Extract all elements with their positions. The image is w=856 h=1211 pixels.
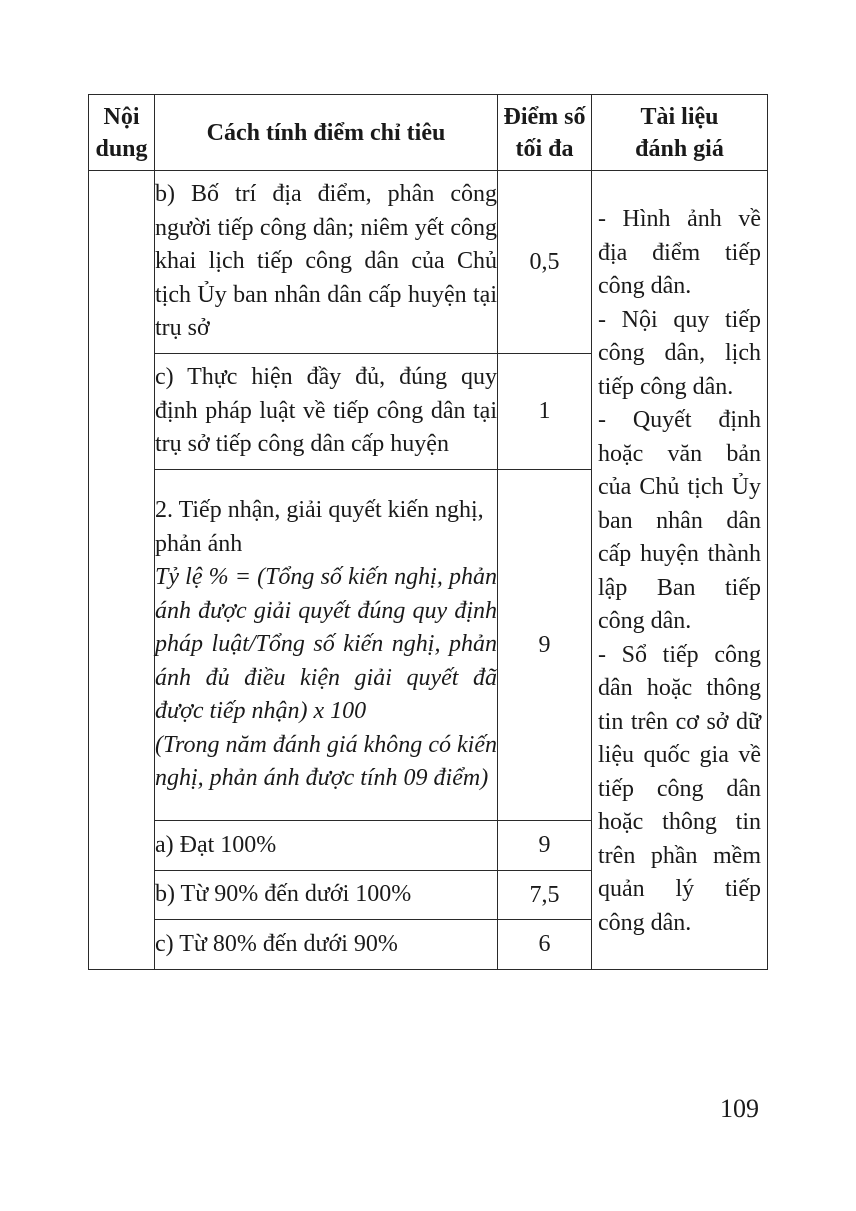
- evaluation-documents: [592, 171, 768, 970]
- criteria-table: [88, 94, 768, 970]
- header-cach-tinh: Cách tính điểm chỉ tiêu: [155, 95, 498, 171]
- criteria-text: a) Đạt 100%: [155, 821, 498, 871]
- noi-dung-cell: [89, 171, 155, 970]
- header-noi-dung: Nội dung: [89, 95, 155, 171]
- header-row: [89, 95, 768, 171]
- header-diem-so: Điểm số tối đa: [498, 95, 592, 171]
- max-score: 1: [498, 354, 592, 470]
- criteria-text: [155, 470, 498, 821]
- criteria-title: 2. Tiếp nhận, giải quyết kiến nghị, phản ánh: [155, 497, 484, 557]
- criteria-text: b) Bố trí địa điểm, phân công người tiếp công dân; niêm yết công khai lịch tiếp công dân của Chủ tịch Ủy ban nhân dân cấp huyện tại trụ sở: [155, 171, 498, 354]
- evaluation-item: - Hình ảnh về địa điểm tiếp công dân.: [598, 206, 761, 299]
- criteria-note: (Trong năm đánh giá không có kiến nghị, phản ánh được tính 09 điểm): [155, 731, 497, 792]
- evaluation-item: - Sổ tiếp công dân hoặc thông tin trên cơ sở dữ liệu quốc gia về tiếp công dân hoặc thông tin trên phần mềm quản lý tiếp công dân.: [598, 641, 761, 936]
- evaluation-item: - Quyết định hoặc văn bản của Chủ tịch Ủy ban nhân dân cấp huyện thành lập Ban tiếp công dân.: [598, 407, 761, 634]
- criteria-text: c) Từ 80% đến dưới 90%: [155, 920, 498, 970]
- criteria-formula: Tỷ lệ % = (Tổng số kiến nghị, phản ánh được giải quyết đúng quy định pháp luật/Tổng số kiến nghị, phản ánh đủ điều kiện giải quyết đã được tiếp nhận) x 100: [155, 564, 497, 725]
- evaluation-item: - Nội quy tiếp công dân, lịch tiếp công dân.: [598, 306, 761, 400]
- header-tai-lieu: Tài liệu đánh giá: [592, 95, 768, 171]
- max-score: 0,5: [498, 171, 592, 354]
- page-number: 109: [720, 1094, 759, 1123]
- criteria-text: b) Từ 90% đến dưới 100%: [155, 871, 498, 920]
- max-score: 7,5: [498, 871, 592, 920]
- max-score: 9: [498, 470, 592, 821]
- max-score: 9: [498, 821, 592, 871]
- criteria-text: c) Thực hiện đầy đủ, đúng quy định pháp luật về tiếp công dân tại trụ sở tiếp công dân cấp huyện: [155, 354, 498, 470]
- max-score: 6: [498, 920, 592, 970]
- table-row: [89, 171, 768, 354]
